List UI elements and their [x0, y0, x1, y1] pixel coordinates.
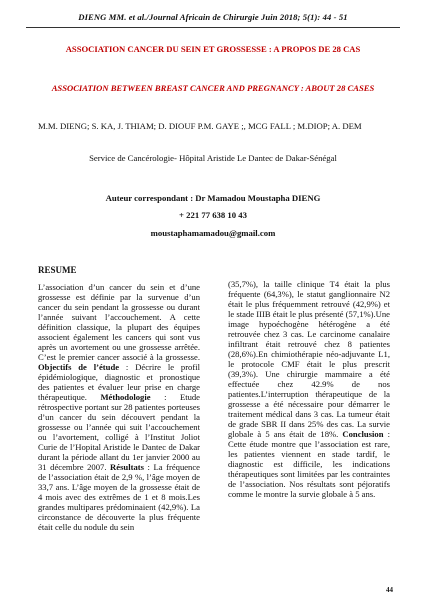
methodologie-label: Méthodologie [100, 392, 151, 402]
english-title: ASSOCIATION BETWEEN BREAST CANCER AND PREGNANCY : ABOUT 28 CASES [51, 83, 375, 93]
objectifs-label: Objectifs de l’étude [38, 362, 120, 372]
conclusion-label: Conclusion [342, 429, 384, 439]
resultats-label: Résultats [110, 462, 144, 472]
methodologie-text: : Etude rétrospective portant sur 28 patientes porteuses d’un cancer du sein découvert pendant la grossesse ou l’année qui suit l’accouchement ou l’avortement, colligé à l’Institut Joliot Curie de l’Hopital Aristide le Dantec de Dakar durant la période allant du 1er janvier 2000 au 31 décembre 2007. [38, 392, 201, 472]
corresponding-phone: + 221 77 638 10 43 [179, 210, 247, 220]
resume-heading: RESUME [38, 265, 77, 275]
french-title: ASSOCIATION CANCER DU SEIN ET GROSSESSE : A PROPOS DE 28 CAS [65, 44, 361, 54]
abstract-right-column [228, 279, 390, 499]
abstract-left-column [38, 282, 200, 532]
journal-citation-header: DIENG MM. et al./Journal Africain de Chirurgie Juin 2018; 5(1): 44 - 51 [78, 12, 348, 22]
corresponding-email: moustaphamamadou@gmail.com [150, 228, 276, 238]
conclusion-text: : Cette étude montre que l’association est rare, les patientes viennent en stade tardif, le diagnostic est difficile, les indications thérapeutiques sont limitées par les contraintes de l’association. Nos résultats sont péjoratifs comme le montre la survie globale à 5 ans. [228, 429, 390, 499]
abstract-paragraph [38, 282, 200, 532]
author-list: M.M. DIENG; S. KA, J. THIAM; D. DIOUF P.M. GAYE ;, MCG FALL ; M.DIOP; A. DEM [38, 121, 362, 131]
corresponding-author: Auteur correspondant : Dr Mamadou Moustapha DIENG [105, 193, 321, 203]
abstract-intro: L’association d’un cancer du sein et d’une grossesse est définie par la survenue d’un cancer du sein pendant la grossesse ou durant l’année suivant l’accouchement. A cette définition classique, la plupart des équipes associent également les cancers qui sont vus après un avortement ou une grossesse arrêtée. C’est le premier cancer associé à la grossesse. [38, 282, 200, 362]
results-continued: (35,7%), la taille clinique T4 était la plus fréquente (64,3%), le statut ganglionnaire N2 était le plus fréquemment retrouvé (42,9%) et le stade IIIB était le plus présenté (57,1%).Une image hypoéchogène hétérogène a été retrouvée chez 3 cas. Le carcinome canalaire infiltrant était retrouvé chez 8 patientes (28,6%).En chimiothérapie néo-adjuvante L1, le protocole CMF était le plus prescrit (39,3%). Une chirurgie mammaire a été effectuée chez 42.9% de nos patientes.L’interruption thérapeutique de la grossesse a été nécessaire pour démarrer le traitement médical dans 3 cas. La tumeur était de grade SBR II dans 25% des cas. La survie globale à 5 ans était de 18%. [228, 279, 390, 439]
resultats-text: : La fréquence de l’association était de 2,9 %, l’âge moyen de 33,7 ans. L’âge moyen de la grossesse était de 4 mois avec des extrêmes de 1 et 8 mois.Les grandes multipares prédominaient (42,9%). La circonstance de découverte la plus fréquente était celle du nodule du sein [38, 462, 200, 532]
objectifs-text: : Décrire le profil épidémiologique, diagnostic et pronostique des patientes et évaluer leur prise en charge thérapeutique. [38, 362, 200, 402]
header-divider [26, 27, 400, 28]
page-number: 44 [386, 586, 393, 594]
affiliation: Service de Cancérologie- Hôpital Aristide Le Dantec de Dakar-Sénégal [89, 153, 337, 163]
abstract-paragraph [228, 279, 390, 499]
